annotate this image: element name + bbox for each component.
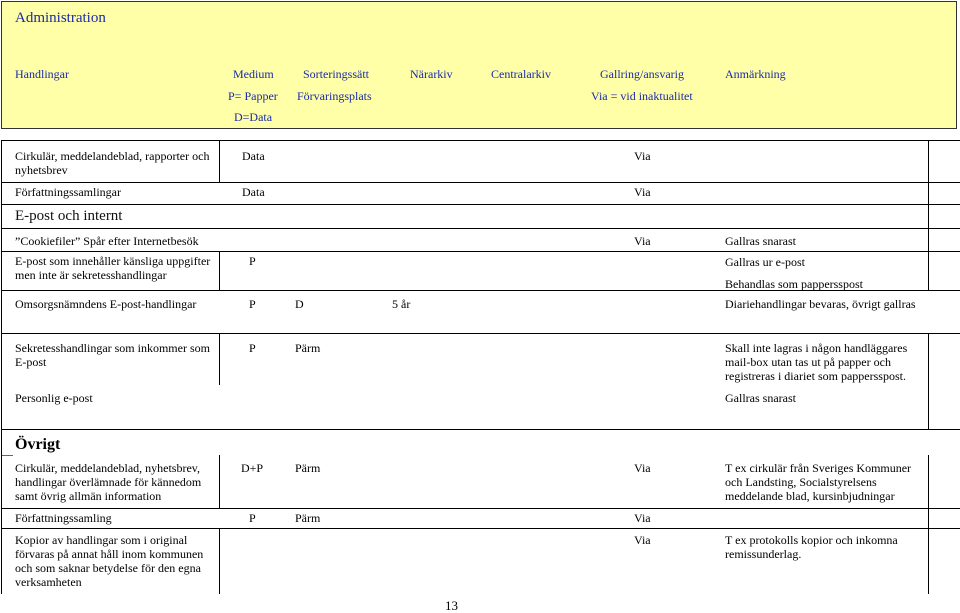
row-note: Diariehandlingar bevaras, övrigt gallras — [725, 297, 916, 311]
row-divider — [1, 228, 960, 229]
row-handling: Personlig e-post — [15, 391, 93, 405]
column-header-narakiv: Närarkiv — [410, 67, 453, 81]
row-gallring: Via — [634, 185, 651, 199]
row-medium: Data — [242, 149, 265, 163]
column-header-gallring: Gallring/ansvarig — [600, 67, 684, 81]
row-handling: Kopior av handlingar som i original förvaras på annat håll inom kommunen och som saknar betydelse för den egna verksamheten — [15, 533, 204, 589]
row-divider — [1, 140, 960, 141]
column-header-medium: Medium — [233, 67, 274, 81]
row-divider — [1, 204, 960, 205]
row-sort: Pärm — [295, 341, 321, 355]
row-medium: D+P — [241, 461, 264, 475]
row-gallring: Via — [634, 149, 651, 163]
row-medium: P — [249, 511, 256, 525]
column-divider — [219, 528, 220, 594]
column-divider — [1, 140, 2, 594]
row-handling: Cirkulär, meddelandeblad, nyhetsbrev, handlingar överlämnade för kännedom samt övrig allmän information — [15, 461, 202, 503]
column-divider — [928, 455, 929, 594]
column-header-anmarkning: Anmärkning — [725, 67, 786, 81]
row-handling: Omsorgsnämndens E-post-handlingar — [15, 297, 197, 311]
row-sort: Pärm — [295, 461, 321, 475]
row-handling: E-post som innehåller känsliga uppgifter men inte är sekretesshandlingar — [15, 254, 211, 282]
column-divider — [928, 251, 929, 290]
row-divider — [1, 508, 960, 509]
row-divider — [1, 528, 960, 529]
row-handling: Författningssamling — [15, 511, 112, 525]
row-handling: ”Cookiefiler” Spår efter Internetbesök — [15, 234, 199, 248]
row-gallring: Via — [634, 511, 651, 525]
column-divider — [928, 140, 929, 251]
column-header-medium-d: D=Data — [234, 110, 273, 124]
column-header-medium-p: P= Papper — [228, 89, 278, 103]
row-handling: Sekretesshandlingar som inkommer som E-post — [15, 341, 210, 369]
section-heading-ovrigt: Övrigt — [15, 436, 61, 453]
row-medium: Data — [242, 185, 265, 199]
row-handling: Författningssamlingar — [15, 185, 121, 199]
row-divider — [1, 455, 13, 456]
row-gallring: Via — [634, 533, 651, 547]
column-header-handlingar: Handlingar — [15, 67, 69, 81]
table-header — [1, 1, 957, 129]
row-divider — [1, 429, 960, 430]
row-medium: P — [249, 254, 256, 268]
row-note: Behandlas som pappersspost — [725, 277, 863, 291]
row-handling: Cirkulär, meddelandeblad, rapporter och nyhetsbrev — [15, 149, 210, 177]
column-header-centralarkiv: Centralarkiv — [491, 67, 551, 81]
column-divider — [219, 333, 220, 385]
column-divider — [219, 140, 220, 182]
section-heading-email: E-post och internt — [15, 208, 123, 224]
row-gallring: Via — [634, 461, 651, 475]
row-note: Gallras ur e-post — [725, 255, 805, 269]
column-divider — [219, 251, 220, 290]
row-note: Gallras snarast — [725, 234, 796, 248]
row-gallring: Via — [634, 234, 651, 248]
row-note: Skall inte lagras i någon handläggares mail-box utan tas ut på papper och registreras i diariet som pappersspost. — [725, 341, 908, 383]
row-divider — [1, 251, 960, 252]
row-divider — [1, 182, 960, 183]
column-header-forvaringsplats: Förvaringsplats — [297, 89, 372, 103]
row-divider — [1, 333, 960, 334]
row-sort: Pärm — [295, 511, 321, 525]
row-narakiv: 5 år — [392, 297, 411, 311]
row-medium: P — [249, 297, 256, 311]
page-title: Administration — [15, 10, 106, 26]
row-note: T ex protokolls kopior och inkomna remissunderlag. — [725, 533, 898, 561]
column-divider — [928, 333, 929, 429]
row-medium: P — [249, 341, 256, 355]
column-header-sorteringssatt: Sorteringssätt — [303, 67, 369, 81]
column-header-via-note: Via = vid inaktualitet — [591, 89, 693, 103]
row-note: T ex cirkulär från Sveriges Kommuner och Landsting, Socialstyrelsens meddelande blad, kursinbjudningar — [725, 461, 912, 503]
row-note: Gallras snarast — [725, 391, 796, 405]
row-sort: D — [295, 297, 304, 311]
page-number: 13 — [445, 598, 458, 613]
